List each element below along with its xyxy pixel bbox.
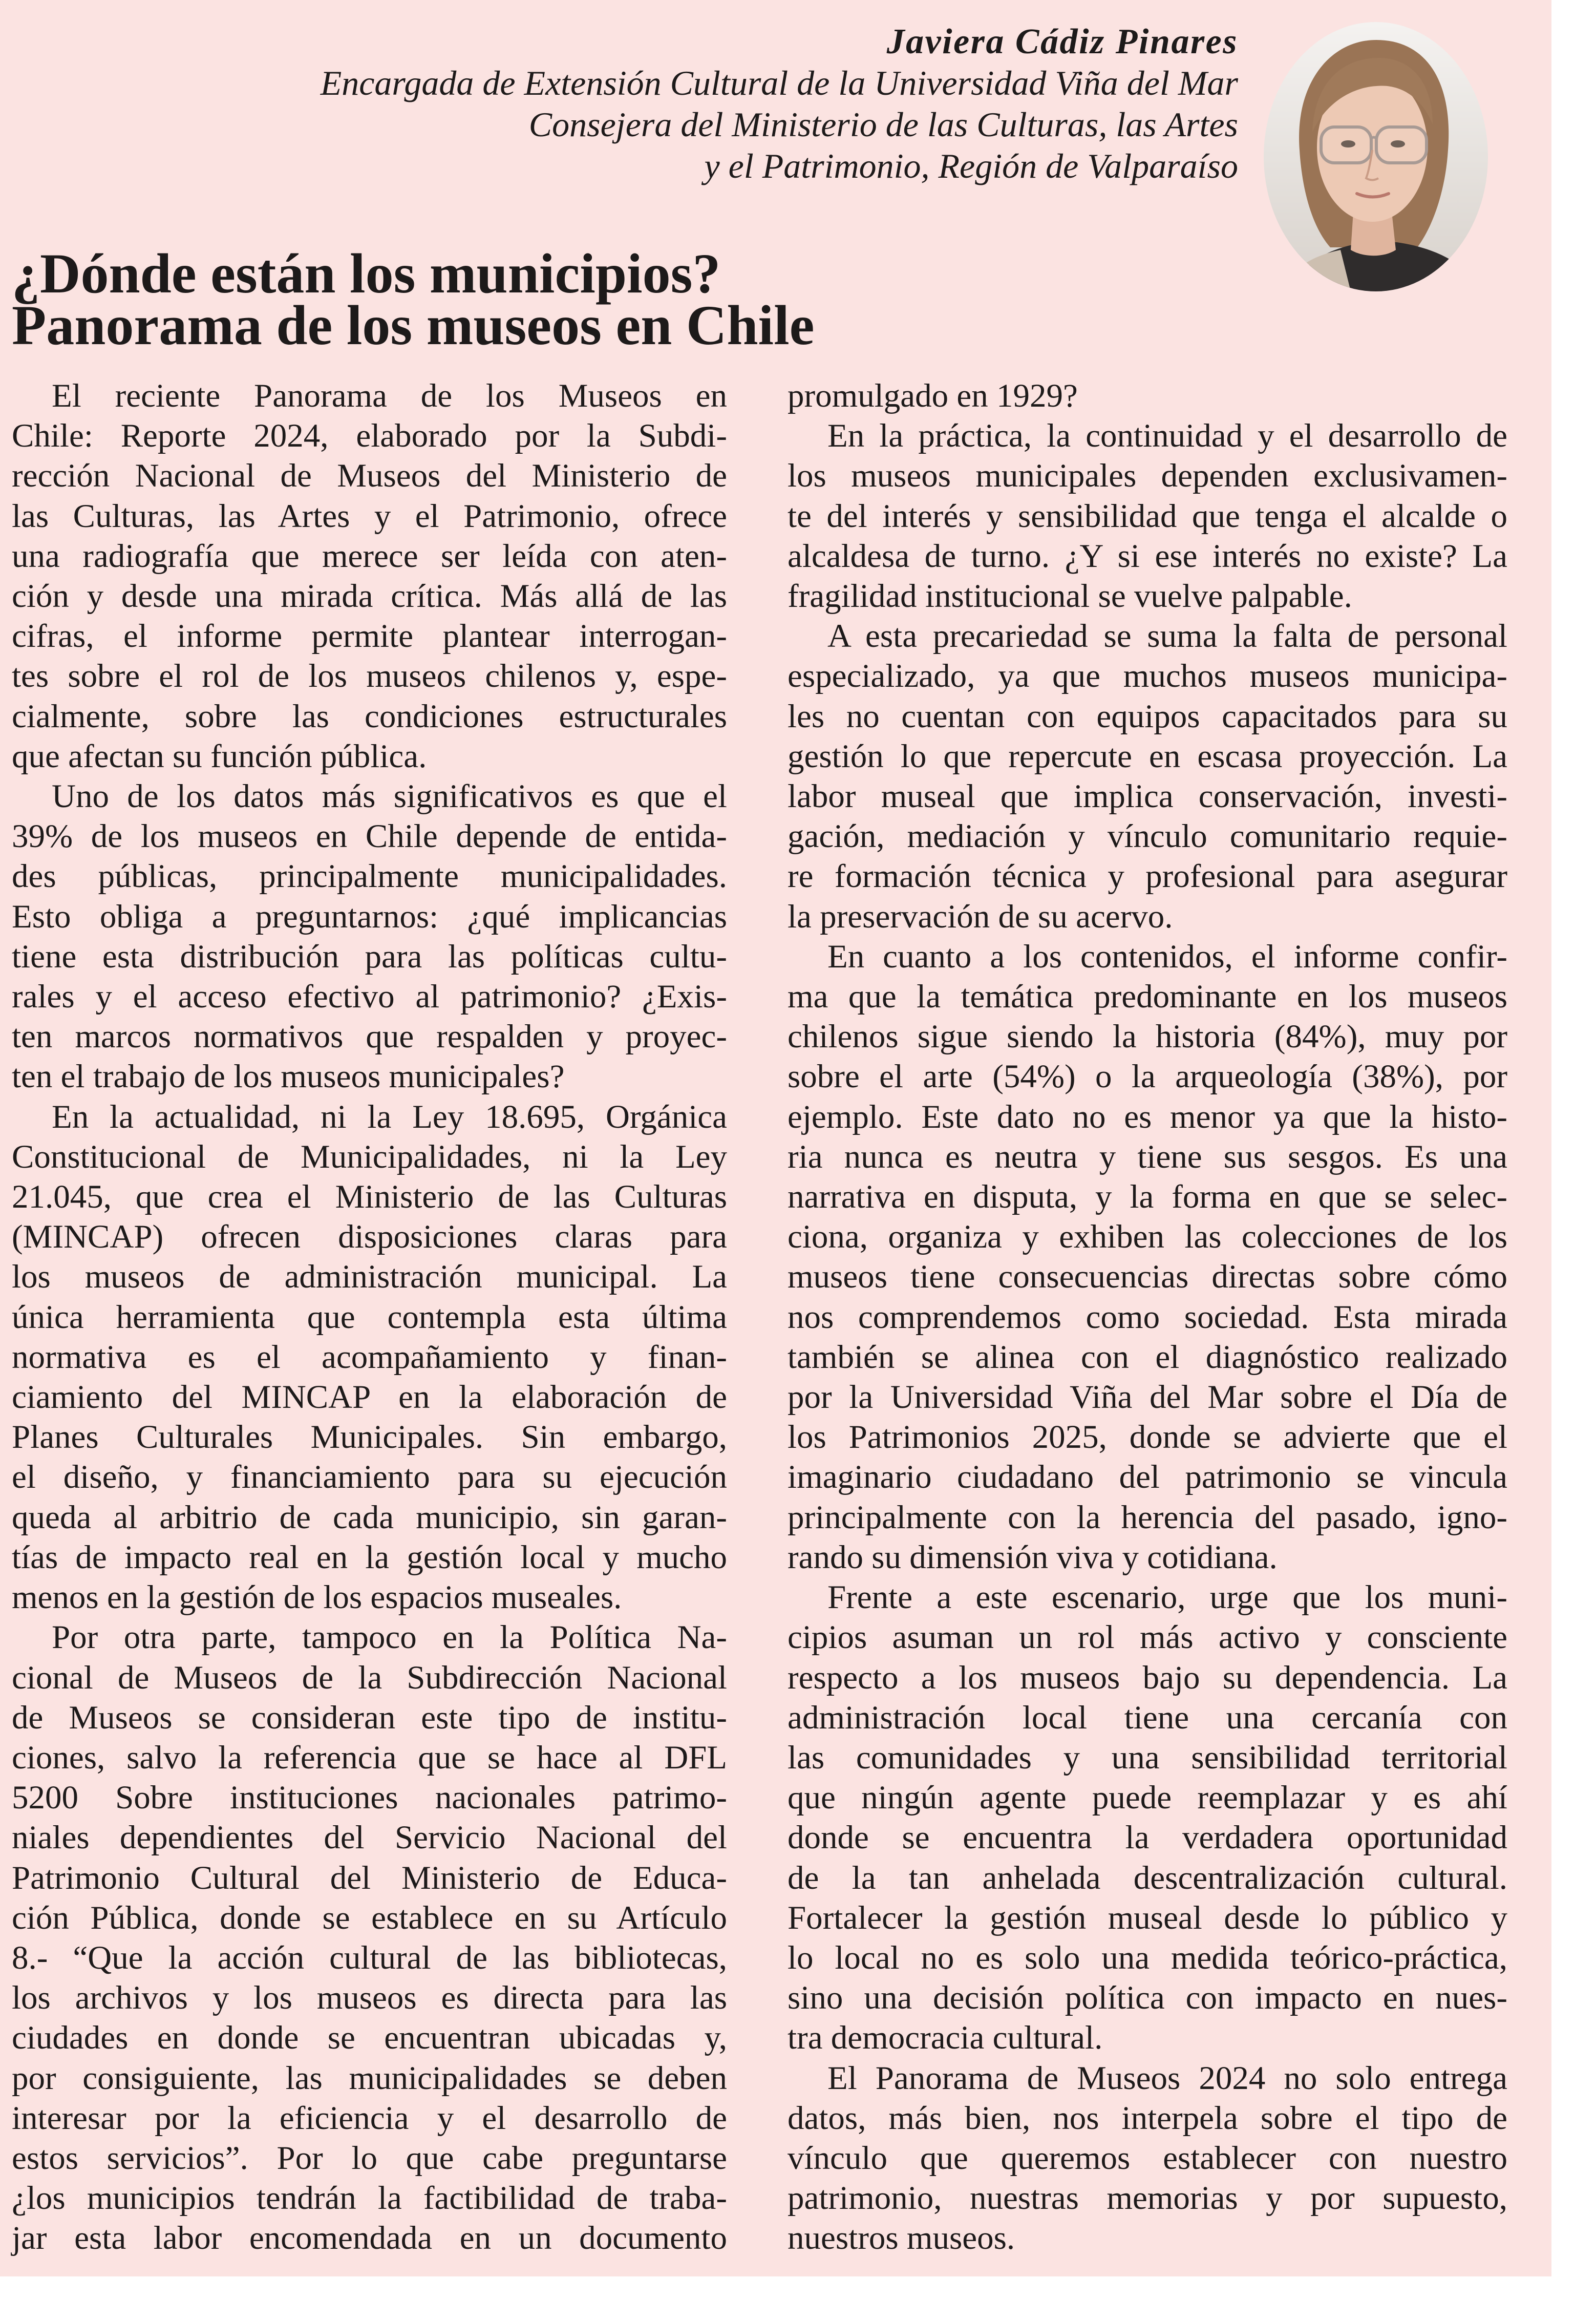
body-line: Uno de los datos más significativos es que el: [52, 778, 727, 815]
body-line: vínculo que queremos establecer con nuestro: [788, 2139, 1507, 2177]
body-line: respecto a los museos bajo su dependencia. La: [788, 1659, 1507, 1696]
body-line: gación, mediación y vínculo comunitario requie-: [788, 818, 1507, 855]
body-line: lo local no es solo una medida teórico-práctica,: [788, 1939, 1507, 1976]
body-line: ten el trabajo de los museos municipales?: [12, 1058, 565, 1095]
body-line: ción y desde una mirada crítica. Más allá de las: [12, 578, 727, 615]
body-line: que ningún agente puede reemplazar y es ahí: [788, 1779, 1507, 1817]
body-line: el diseño, y financiamiento para su ejecución: [12, 1459, 727, 1496]
body-line: des públicas, principalmente municipalidades.: [12, 858, 727, 895]
body-line: única herramienta que contempla esta última: [12, 1298, 727, 1336]
body-line: patrimonio, nuestras memorias y por supuesto,: [788, 2180, 1507, 2217]
body-line: ciudades en donde se encuentran ubicadas y,: [12, 2019, 727, 2057]
body-line: interesar por la eficiencia y el desarrollo de: [12, 2099, 727, 2137]
body-line: re formación técnica y profesional para asegurar: [788, 858, 1507, 895]
body-line: sobre el arte (54%) o la arqueología (38%), por: [788, 1058, 1507, 1095]
body-line: los Patrimonios 2025, donde se advierte que el: [788, 1419, 1507, 1456]
author-role-line: Consejera del Ministerio de las Culturas, las Artes: [528, 105, 1238, 144]
paragraph: [12, 776, 727, 1097]
body-line: alcaldesa de turno. ¿Y si ese interés no existe? La: [788, 537, 1507, 575]
body-line: cipios asuman un rol más activo y consciente: [788, 1619, 1507, 1656]
body-line: les no cuentan con equipos capacitados para su: [788, 698, 1507, 735]
body-line: ma que la temática predominante en los museos: [788, 978, 1507, 1016]
body-line: Chile: Reporte 2024, elaborado por la Subdi-: [12, 417, 727, 455]
body-line: las comunidades y una sensibilidad territorial: [788, 1739, 1507, 1776]
article-column-left: [12, 376, 727, 2259]
body-line: niales dependientes del Servicio Nacional del: [12, 1819, 727, 1856]
body-line: Fortalecer la gestión museal desde lo público y: [788, 1899, 1507, 1936]
body-line: que afectan su función pública.: [12, 737, 427, 775]
body-line: ria nunca es neutra y tiene sus sesgos. Es una: [788, 1138, 1507, 1175]
body-line: fragilidad institucional se vuelve palpable.: [788, 578, 1352, 615]
article-title: [12, 242, 1241, 356]
body-line: En cuanto a los contenidos, el informe confir-: [827, 938, 1507, 975]
body-line: los museos municipales dependen exclusivamen-: [788, 457, 1507, 495]
body-line: gestión lo que repercute en escasa proyección. La: [788, 737, 1507, 775]
body-line: estos servicios”. Por lo que cabe preguntarse: [12, 2139, 727, 2177]
body-line: A esta precariedad se suma la falta de personal: [827, 618, 1507, 655]
body-line: ¿los municipios tendrán la factibilidad de traba-: [12, 2180, 727, 2217]
portrait-glasses-right: [1376, 127, 1427, 163]
body-line: narrativa en disputa, y la forma en que se selec-: [788, 1178, 1507, 1216]
body-line: Patrimonio Cultural del Ministerio de Educa-: [12, 1859, 727, 1896]
paragraph: [12, 1617, 727, 2258]
body-line: Frente a este escenario, urge que los muni-: [827, 1579, 1507, 1616]
body-line: En la actualidad, ni la Ley 18.695, Orgánica: [52, 1098, 727, 1135]
author-role-line: Encargada de Extensión Cultural de la Universidad Viña del Mar: [320, 64, 1238, 102]
body-line: donde se encuentra la verdadera oportunidad: [788, 1819, 1507, 1856]
body-line: 21.045, que crea el Ministerio de las Culturas: [12, 1178, 727, 1216]
body-line: te del interés y sensibilidad que tenga el alcalde o: [788, 497, 1507, 535]
body-line: las Culturas, las Artes y el Patrimonio, ofrece: [12, 497, 727, 535]
body-line: tías de impacto real en la gestión local y mucho: [12, 1538, 727, 1576]
body-line: cifras, el informe permite plantear interrogan-: [12, 618, 727, 655]
body-line: sino una decisión política con impacto en nues-: [788, 1979, 1507, 2017]
body-line: de Museos se consideran este tipo de institu-: [12, 1699, 727, 1736]
body-line: por la Universidad Viña del Mar sobre el Día de: [788, 1379, 1507, 1416]
body-line: Por otra parte, tampoco en la Política Na-: [52, 1619, 727, 1656]
paragraph: [12, 1097, 727, 1618]
author-byline: [0, 21, 1238, 187]
body-line: nuestros museos.: [788, 2220, 1015, 2257]
body-line: El reciente Panorama de los Museos en: [52, 377, 727, 414]
body-line: Planes Culturales Municipales. Sin embargo,: [12, 1419, 727, 1456]
body-line: datos, más bien, nos interpela sobre el tipo de: [788, 2099, 1507, 2137]
body-line: normativa es el acompañamiento y finan-: [12, 1338, 727, 1376]
body-line: rección Nacional de Museos del Ministerio de: [12, 457, 727, 495]
body-line: ejemplo. Este dato no es menor ya que la histo-: [788, 1098, 1507, 1135]
article-column-right: [788, 376, 1507, 2259]
author-photo: [1264, 22, 1488, 291]
body-line: jar esta labor encomendada en un documento: [12, 2220, 727, 2257]
author-name: Javiera Cádiz Pinares: [886, 22, 1238, 61]
paragraph: [788, 1577, 1507, 2058]
body-line: tiene esta distribución para las políticas cultu-: [12, 938, 727, 975]
paragraph: [788, 2058, 1507, 2259]
body-line: los museos de administración municipal. La: [12, 1258, 727, 1296]
paragraph: [788, 376, 1507, 416]
body-line: la preservación de su acervo.: [788, 898, 1173, 935]
body-line: especializado, ya que muchos museos municipa-: [788, 658, 1507, 695]
body-line: ten marcos normativos que respalden y proyec-: [12, 1018, 727, 1056]
body-line: rales y el acceso efectivo al patrimonio? ¿Exis-: [12, 978, 727, 1016]
body-line: los archivos y los museos es directa para las: [12, 1979, 727, 2017]
body-line: tes sobre el rol de los museos chilenos y, espe-: [12, 658, 727, 695]
body-line: 8.- “Que la acción cultural de las bibliotecas,: [12, 1939, 727, 1976]
body-line: nos comprendemos como sociedad. Esta mirada: [788, 1298, 1507, 1336]
body-line: queda al arbitrio de cada municipio, sin garan-: [12, 1499, 727, 1536]
paragraph: [788, 937, 1507, 1577]
body-line: rando su dimensión viva y cotidiana.: [788, 1538, 1278, 1576]
body-line: El Panorama de Museos 2024 no solo entrega: [827, 2059, 1507, 2097]
body-line: administración local tiene una cercanía con: [788, 1699, 1507, 1736]
body-line: 5200 Sobre instituciones nacionales patrimo-: [12, 1779, 727, 1817]
body-line: En la práctica, la continuidad y el desarrollo de: [827, 417, 1507, 455]
body-line: menos en la gestión de los espacios museales.: [12, 1579, 622, 1616]
author-role-line: y el Patrimonio, Región de Valparaíso: [704, 146, 1238, 185]
paragraph: [788, 616, 1507, 937]
paragraph: [788, 416, 1507, 616]
body-line: chilenos sigue siendo la historia (84%), muy por: [788, 1018, 1507, 1056]
body-line: labor museal que implica conservación, investi-: [788, 778, 1507, 815]
body-line: ciona, organiza y exhiben las colecciones de los: [788, 1218, 1507, 1256]
body-line: (MINCAP) ofrecen disposiciones claras para: [12, 1218, 727, 1256]
body-line: cional de Museos de la Subdirección Nacional: [12, 1659, 727, 1696]
author-portrait: [1264, 22, 1488, 291]
body-line: también se alinea con el diagnóstico realizado: [788, 1338, 1507, 1376]
body-line: Constitucional de Municipalidades, ni la Ley: [12, 1138, 727, 1175]
body-line: ciamiento del MINCAP en la elaboración de: [12, 1379, 727, 1416]
body-line: promulgado en 1929?: [788, 377, 1078, 414]
body-line: una radiografía que merece ser leída con aten-: [12, 537, 727, 575]
body-line: por consiguiente, las municipalidades se deben: [12, 2059, 727, 2097]
body-line: cialmente, sobre las condiciones estructurales: [12, 698, 727, 735]
article-title-line: Panorama de los museos en Chile: [12, 294, 815, 356]
paragraph: [12, 376, 727, 776]
body-line: 39% de los museos en Chile depende de entida-: [12, 818, 727, 855]
body-line: ción Pública, donde se establece en su Artículo: [12, 1899, 727, 1936]
body-line: museos tiene consecuencias directas sobre cómo: [788, 1258, 1507, 1296]
body-line: principalmente con la herencia del pasado, igno-: [788, 1499, 1507, 1536]
body-line: tra democracia cultural.: [788, 2019, 1103, 2057]
portrait-glasses-left: [1321, 127, 1371, 163]
article-title-line: ¿Dónde están los municipios?: [12, 242, 721, 305]
body-line: imaginario ciudadano del patrimonio se vincula: [788, 1459, 1507, 1496]
body-line: ciones, salvo la referencia que se hace al DFL: [12, 1739, 727, 1776]
body-line: Esto obliga a preguntarnos: ¿qué implicancias: [12, 898, 727, 935]
body-line: de la tan anhelada descentralización cultural.: [788, 1859, 1507, 1896]
